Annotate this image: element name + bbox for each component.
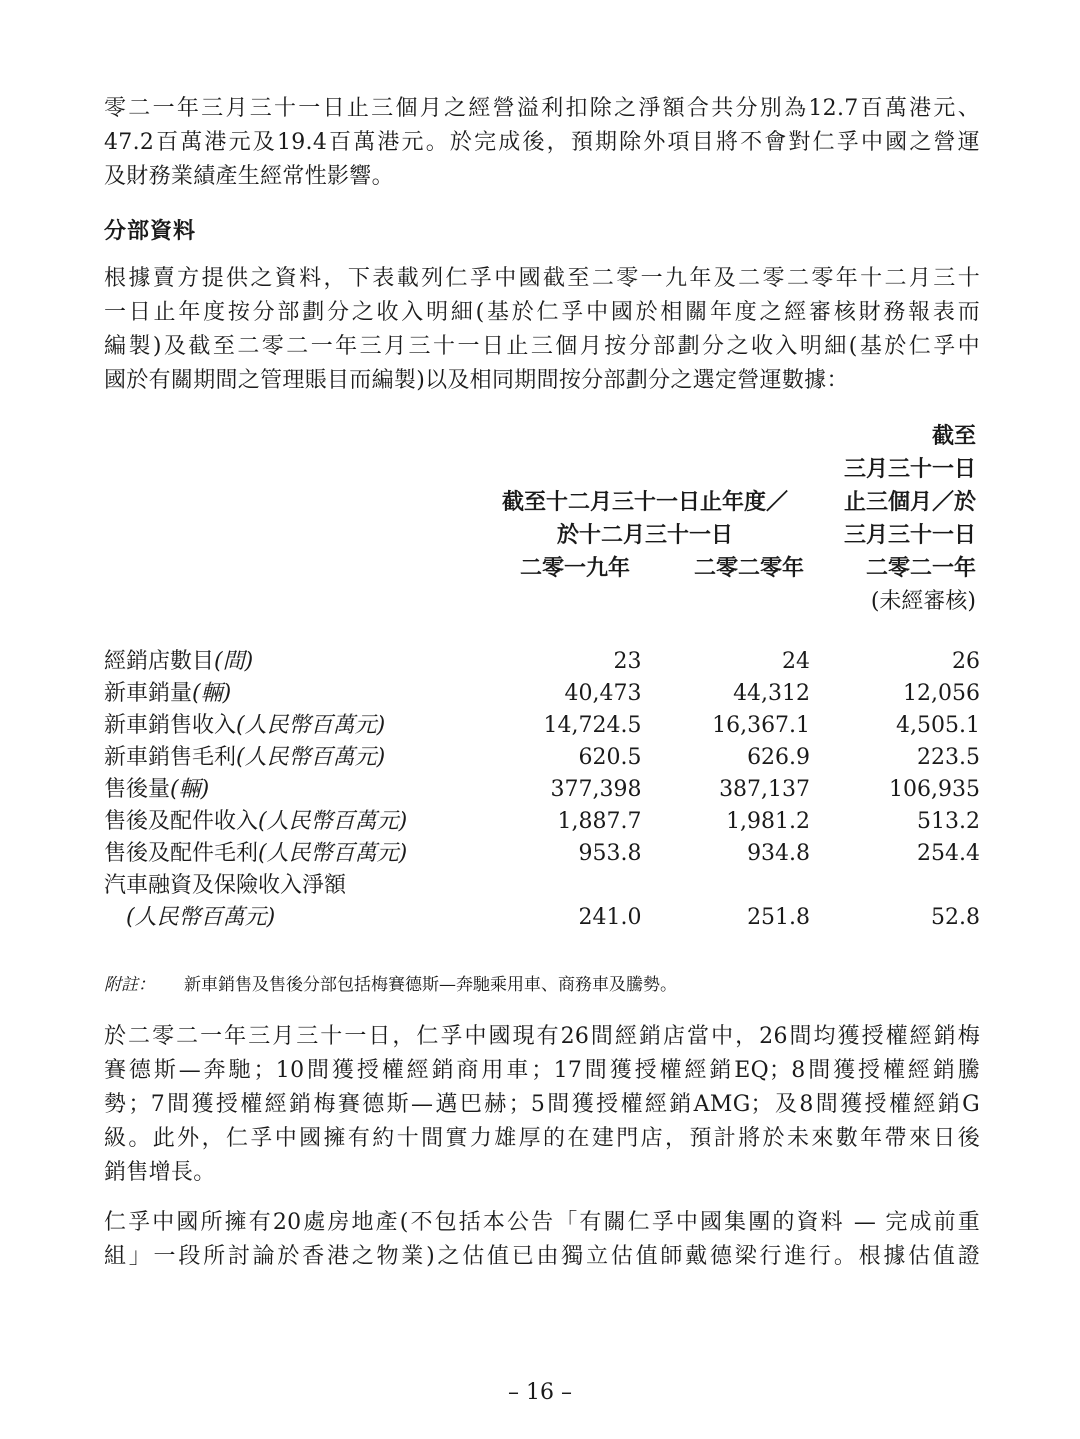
note-text: 新車銷售及售後分部包括梅賽德斯—奔馳乘用車、商務車及騰勢。 xyxy=(184,975,677,995)
value-2020: 387,137 xyxy=(719,777,811,802)
intro-line-2: 47.2百萬港元及19.4百萬港元。於完成後，預期除外項目將不會對仁孚中國之營運 xyxy=(104,130,980,155)
year-2019-header: 二零一九年 xyxy=(519,555,630,581)
annual-group-line-1: 截至十二月三十一日止年度／ xyxy=(501,489,788,515)
value-2020: 24 xyxy=(782,649,811,674)
description-line-4: 國於有關期間之管理賬目而編製)以及相同期間按分部劃分之選定營運數據： xyxy=(104,368,849,393)
intro-line-1: 零二一年三月三十一日止三個月之經營溢利扣除之淨額合共分別為12.7百萬港元、 xyxy=(104,96,980,121)
row-label: 新車銷售收入(人民幣百萬元) xyxy=(104,713,386,738)
row-unit-label: (人民幣百萬元) xyxy=(126,905,276,930)
row-label: 新車銷量(輛) xyxy=(104,681,232,706)
page-number: – 16 – xyxy=(508,1380,572,1405)
description-line-2: 一日止年度按分部劃分之收入明細(基於仁孚中國於相關年度之經審核財務報表而 xyxy=(104,300,980,325)
value-2021: 26 xyxy=(952,649,980,674)
quarter-header-line-3: 止三個月／於 xyxy=(843,489,976,515)
property-line-1: 仁孚中國所擁有20處房地產(不包括本公告「有關仁孚中國集團的資料 — 完成前重 xyxy=(104,1210,980,1235)
table-note xyxy=(104,972,677,998)
table-row xyxy=(104,838,980,870)
unaudited-label: (未經審核) xyxy=(870,589,976,614)
table-row xyxy=(104,678,980,710)
value-2019: 1,887.7 xyxy=(557,809,642,834)
value-2020: 626.9 xyxy=(747,745,811,770)
segment-data-table xyxy=(104,646,980,934)
annual-group-header xyxy=(470,486,820,552)
value-2021: 513.2 xyxy=(917,809,980,834)
intro-paragraph xyxy=(104,92,980,194)
row-label: 售後量(輛) xyxy=(104,777,210,802)
dealership-line-1: 於二零二一年三月三十一日，仁孚中國現有26間經銷店當中，26間均獲授權經銷梅 xyxy=(104,1024,980,1049)
row-label: 經銷店數目(間) xyxy=(104,649,254,674)
table-row xyxy=(104,806,980,838)
description-line-1: 根據賣方提供之資料，下表載列仁孚中國截至二零一九年及二零二零年十二月三十 xyxy=(104,266,980,291)
value-2019: 953.8 xyxy=(578,841,642,866)
dealership-line-5: 銷售增長。 xyxy=(104,1160,216,1185)
row-label: 售後及配件毛利(人民幣百萬元) xyxy=(104,841,408,866)
year-2021-header: 二零二一年 xyxy=(865,555,976,581)
table-row xyxy=(104,870,980,902)
value-2021: 106,935 xyxy=(889,777,980,802)
value-2019: 23 xyxy=(613,649,642,674)
table-row xyxy=(104,774,980,806)
row-label: 新車銷售毛利(人民幣百萬元) xyxy=(104,745,386,770)
section-heading: 分部資料 xyxy=(104,218,197,244)
note-label: 附註： xyxy=(104,975,155,995)
value-2019: 377,398 xyxy=(550,777,642,802)
year-2020-header: 二零二零年 xyxy=(693,555,804,581)
dealership-line-3: 勢；7間獲授權經銷梅賽德斯—邁巴赫；5間獲授權經銷AMG；及8間獲授權經銷G xyxy=(104,1092,980,1117)
dealership-line-4: 級。此外，仁孚中國擁有約十間實力雄厚的在建門店，預計將於未來數年帶來日後 xyxy=(104,1126,980,1151)
value-2021: 12,056 xyxy=(903,681,980,706)
table-body xyxy=(104,646,980,934)
intro-line-3: 及財務業績產生經常性影響。 xyxy=(104,164,394,189)
dealership-paragraph xyxy=(104,1020,980,1190)
row-label: 售後及配件收入(人民幣百萬元) xyxy=(104,809,408,834)
property-paragraph xyxy=(104,1206,980,1274)
table-row xyxy=(104,742,980,774)
row-label: 汽車融資及保險收入淨額 xyxy=(104,873,347,898)
quarter-header xyxy=(844,420,976,618)
quarter-header-line-1: 截至 xyxy=(931,423,976,449)
value-2020: 16,367.1 xyxy=(712,713,811,738)
annual-group-line-2: 於十二月三十一日 xyxy=(556,522,733,548)
description-line-3: 編製)及截至二零二一年三月三十一日止三個月按分部劃分之收入明細(基於仁孚中 xyxy=(104,334,980,359)
table-row xyxy=(104,902,980,934)
value-2020: 251.8 xyxy=(747,905,811,930)
value-2019: 40,473 xyxy=(564,681,642,706)
quarter-header-line-2: 三月三十一日 xyxy=(843,456,976,482)
value-2019: 241.0 xyxy=(578,905,642,930)
value-2020: 44,312 xyxy=(733,681,811,706)
dealership-line-2: 賽德斯—奔馳；10間獲授權經銷商用車；17間獲授權經銷EQ；8間獲授權經銷騰 xyxy=(104,1058,980,1083)
value-2021: 254.4 xyxy=(917,841,980,866)
table-row xyxy=(104,646,980,678)
value-2021: 52.8 xyxy=(931,905,980,930)
table-row xyxy=(104,710,980,742)
quarter-header-line-4: 三月三十一日 xyxy=(843,522,976,548)
property-line-2: 組」一段所討論於香港之物業)之估值已由獨立估值師戴德梁行進行。根據估值證 xyxy=(104,1244,980,1269)
value-2019: 620.5 xyxy=(578,745,642,770)
value-2021: 223.5 xyxy=(917,745,980,770)
value-2019: 14,724.5 xyxy=(543,713,642,738)
value-2020: 1,981.2 xyxy=(726,809,811,834)
value-2020: 934.8 xyxy=(747,841,811,866)
value-2021: 4,505.1 xyxy=(896,713,980,738)
description-paragraph xyxy=(104,262,980,398)
